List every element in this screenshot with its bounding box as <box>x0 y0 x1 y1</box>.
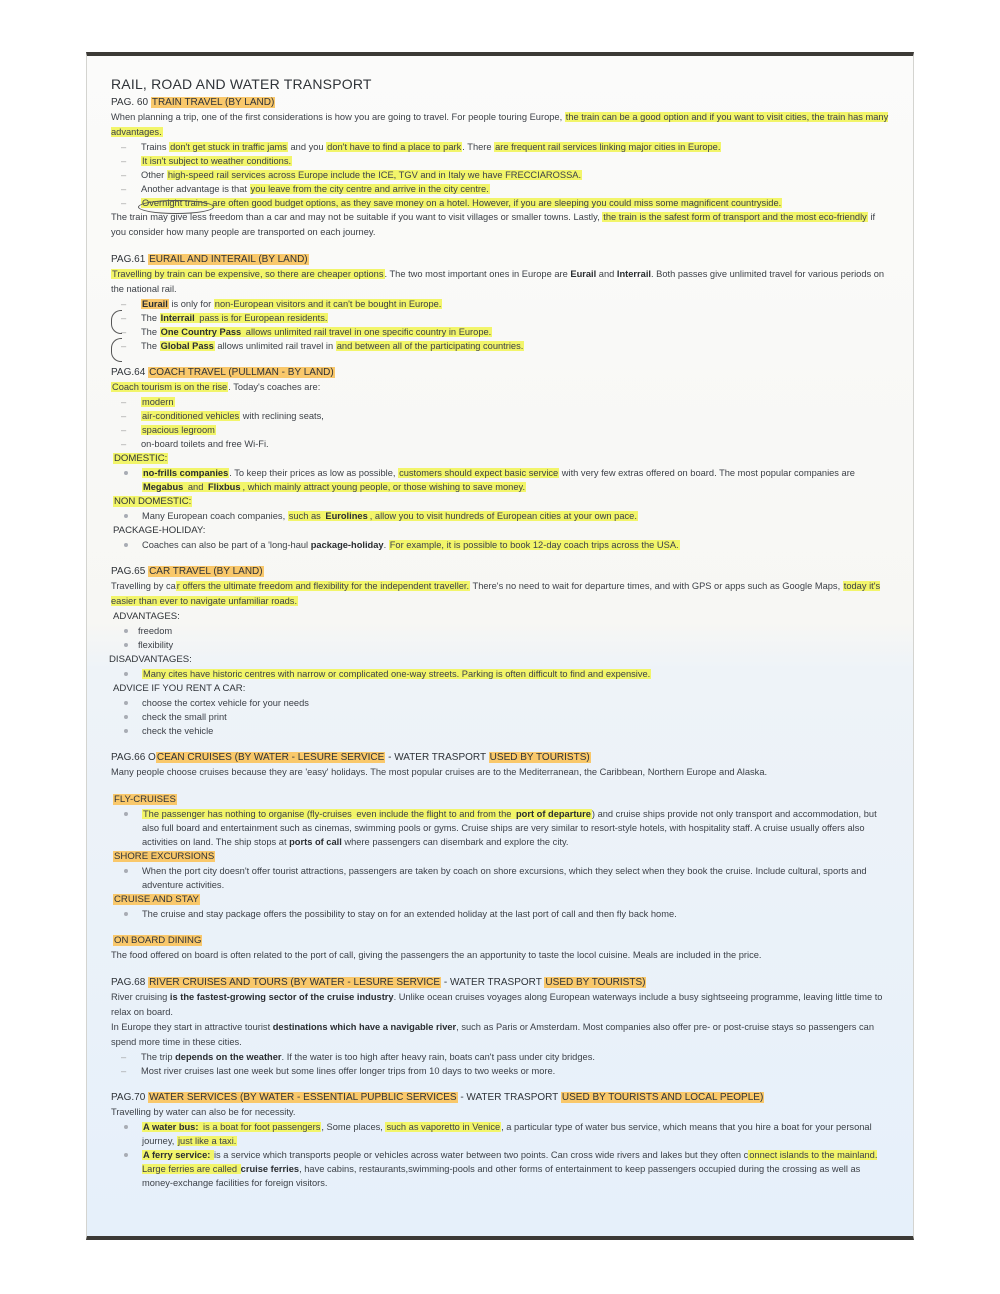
subheading-shore-excursions: SHORE EXCURSIONS <box>114 851 215 862</box>
subheading-package-holiday: PACKAGE-HOLIDAY: <box>113 525 206 536</box>
pen-circle-mark <box>138 200 214 214</box>
list-item: – The trip depends on the weather. If the water is too high after heavy rain, boats can't pass under city bridges. <box>111 1050 891 1064</box>
water-services-list <box>111 1120 891 1190</box>
list-item: A water bus: is a boat for foot passengers, Some places, such as vaporetto in Venice, a particular type of water bus service, which means that you hire a boat for your personal journey, just like a taxi. <box>111 1120 891 1148</box>
fly-cruises-list <box>111 807 891 849</box>
paragraph: The train may give less freedom than a car and may not be suitable if you want to visit villages or smaller towns. Lastly, the train is the safest form of transport and the most eco-friendly if you consider how many people are transported on each journey. <box>111 212 876 237</box>
paragraph: In Europe they start in attractive tourist destinations which have a navigable river, such as Paris or Amsterdam. Most companies also offer pre- or post-cruise stays so passengers can spend more time in these cities. <box>111 1022 875 1047</box>
list-item: – on-board toilets and free Wi-Fi. <box>111 437 891 451</box>
list-item: – spacious legroom <box>111 423 891 437</box>
non-domestic-list <box>111 509 891 523</box>
section-heading-train: PAG. 60 TRAIN TRAVEL (BY LAND) <box>111 97 275 108</box>
passes-list <box>111 297 891 353</box>
paragraph: The food offered on board is often related to the port of call, giving the passengers the an apportunity to taste the locol cuisine. Meals are included in the price. <box>111 950 762 960</box>
subheading-advice: ADVICE IF YOU RENT A CAR: <box>113 683 246 694</box>
subheading-domestic: DOMESTIC: <box>114 453 168 464</box>
list-item: Many European coach companies, such as Eurolines , allow you to visit hundreds of European cities at your own pace. <box>111 509 891 523</box>
paragraph: Travelling by train can be expensive, so there are cheaper options. The two most important ones in Europe are Eurail and Interrail. Both passes give unlimited travel for various periods on the national rail. <box>111 269 885 294</box>
shore-excursions-list <box>111 864 891 892</box>
paragraph: Coach tourism is on the rise. Today's coaches are: <box>112 382 321 392</box>
section-heading-eurail: PAG.61 EURAIL AND INTERAIL (BY LAND) <box>111 254 308 265</box>
paragraph: When planning a trip, one of the first considerations is how you are going to travel. For people touring Europe, the train can be a good option and if you want to visit cities, the train has many advantages. <box>111 112 889 137</box>
list-item: – The Global Pass allows unlimited rail travel in and between all of the participating countries. <box>111 339 891 353</box>
paragraph: Travelling by water can also be for necessity. <box>111 1107 296 1117</box>
list-item: – modern <box>111 395 891 409</box>
page-title: RAIL, ROAD AND WATER TRANSPORT <box>111 76 372 92</box>
list-item: check the small print <box>111 710 891 724</box>
train-advantages-list <box>111 140 891 210</box>
river-cruises-list <box>111 1050 891 1078</box>
section-heading-car: PAG.65 CAR TRAVEL (BY LAND) <box>111 566 263 577</box>
list-item: A ferry service: is a service which transports people or vehicles across water between two points. Can cross wide rivers and lakes but they often connect islands to the mainland. Large ferries are called cruise ferries, have cabins, restaurants,swimming-pools and other forms of entertainment to keep passengers occupied during the crossing as well as money-exchange facilities for foreign visitors. <box>111 1148 891 1190</box>
list-item: no-frills companies. To keep their prices as low as possible, customers should expect basic service with very few extras offered on board. The most popular companies are Megabus and Flixbus , which mainly attract young people, or those wishing to save money. <box>111 466 891 494</box>
list-item: – air-conditioned vehicles with reclining seats, <box>111 409 891 423</box>
section-heading-river-cruises: PAG.68 RIVER CRUISES AND TOURS (BY WATER - LESURE SERVICE - WATER TRASPORT USED BY TOURISTS) <box>111 977 646 988</box>
list-item: – Most river cruises last one week but some lines offer longer trips from 10 days to two weeks or more. <box>111 1064 891 1078</box>
list-item: – Overnight trains are often good budget options, as they save money on a hotel. However, if you are sleeping you could miss some magnificent countryside. <box>111 196 891 210</box>
pen-bracket-mark <box>111 310 122 334</box>
list-item: – Another advantage is that you leave from the city centre and arrive in the city centre. <box>111 182 891 196</box>
list-item: – Trains don't get stuck in traffic jams and you don't have to find a place to park. There are frequent rail services linking major cities in Europe. <box>111 140 891 154</box>
list-item: check the vehicle <box>111 724 891 738</box>
list-item: – The Interrail pass is for European residents. <box>111 311 891 325</box>
circled-text: Overnight trains <box>142 198 208 208</box>
list-item: – It isn't subject to weather conditions. <box>111 154 891 168</box>
subheading-non-domestic: NON DOMESTIC: <box>114 496 192 507</box>
pen-bracket-mark <box>111 338 122 362</box>
list-item: The cruise and stay package offers the possibility to stay on for an extended holiday at the last port of call and then fly back home. <box>111 907 891 921</box>
list-item: Many cites have historic centres with narrow or complicated one-way streets. Parking is often difficult to find and expensive. <box>111 667 891 681</box>
section-heading-water-services: PAG.70 WATER SERVICES (BY WATER - ESSENTIAL PUPBLIC SERVICES - WATER TRASPORT USED BY TOURISTS AND LOCAL PEOPLE) <box>111 1092 764 1103</box>
section-heading-coach: PAG.64 COACH TRAVEL (PULLMAN - BY LAND) <box>111 367 334 378</box>
coach-features-list <box>111 395 891 451</box>
list-item: When the port city doesn't offer tourist attractions, passengers are taken by coach on shore excursions, which they select when they book the cruise. Include cultural, sports and adventure activities. <box>111 864 891 892</box>
subheading-cruise-and-stay: CRUISE AND STAY <box>114 894 199 905</box>
paragraph: Travelling by car offers the ultimate freedom and flexibility for the independent traveller. There's no need to wait for departure times, and with GPS or apps such as Google Maps, today it's easier than ever to navigate unfamiliar roads. <box>111 581 881 606</box>
domestic-list <box>111 466 891 494</box>
list-item: flexibility <box>111 638 891 652</box>
section-heading-ocean-cruises: PAG.66 OCEAN CRUISES (BY WATER - LESURE SERVICE - WATER TRASPORT USED BY TOURISTS) <box>111 752 590 763</box>
subheading-on-board-dining: ON BOARD DINING <box>114 935 202 946</box>
list-item: – The One Country Pass allows unlimited rail travel in one specific country in Europe. <box>111 325 891 339</box>
document-content <box>111 76 891 1190</box>
subheading-advantages: ADVANTAGES: <box>113 611 180 622</box>
document-sheet <box>86 52 914 1240</box>
list-item: Coaches can also be part of a 'long-haul package-holiday. For example, it is possible to book 12-day coach trips across the USA. <box>111 538 891 552</box>
list-item: The passenger has nothing to organise (fly-cruises even include the flight to and from the port of departure) and cruise ships provide not only transport and accommodation, but also full board and entertainment such as cinemas, swimming pools or gyms. Cruise ships are very similar to resort-style hotels, with hospitality staff. A cruise usually offers also activities on land. The ship stops at ports of call where passengers can disembark and explore the city. <box>111 807 891 849</box>
paragraph: Many people choose cruises because they are 'easy' holidays. The most popular cruises are to the Mediterranean, the Caribbean, Northern Europe and Alaska. <box>111 767 768 777</box>
paragraph: River cruising is the fastest-growing sector of the cruise industry. Unlike ocean cruises voyages along European waterways include a busy sightseeing programme, leaving little time to relax on board. <box>111 992 883 1017</box>
car-advice-list <box>111 696 891 738</box>
subheading-disadvantages: DISADVANTAGES: <box>109 654 192 665</box>
cruise-stay-list <box>111 907 891 921</box>
car-disadvantages-list <box>111 667 891 681</box>
package-list <box>111 538 891 552</box>
list-item: – Eurail is only for non-European visitors and it can't be bought in Europe. <box>111 297 891 311</box>
car-advantages-list <box>111 624 891 652</box>
list-item: choose the cortex vehicle for your needs <box>111 696 891 710</box>
list-item: freedom <box>111 624 891 638</box>
list-item: – Other high-speed rail services across Europe include the ICE, TGV and in Italy we have FRECCIAROSSA. <box>111 168 891 182</box>
subheading-fly-cruises: FLY-CRUISES <box>114 794 176 805</box>
